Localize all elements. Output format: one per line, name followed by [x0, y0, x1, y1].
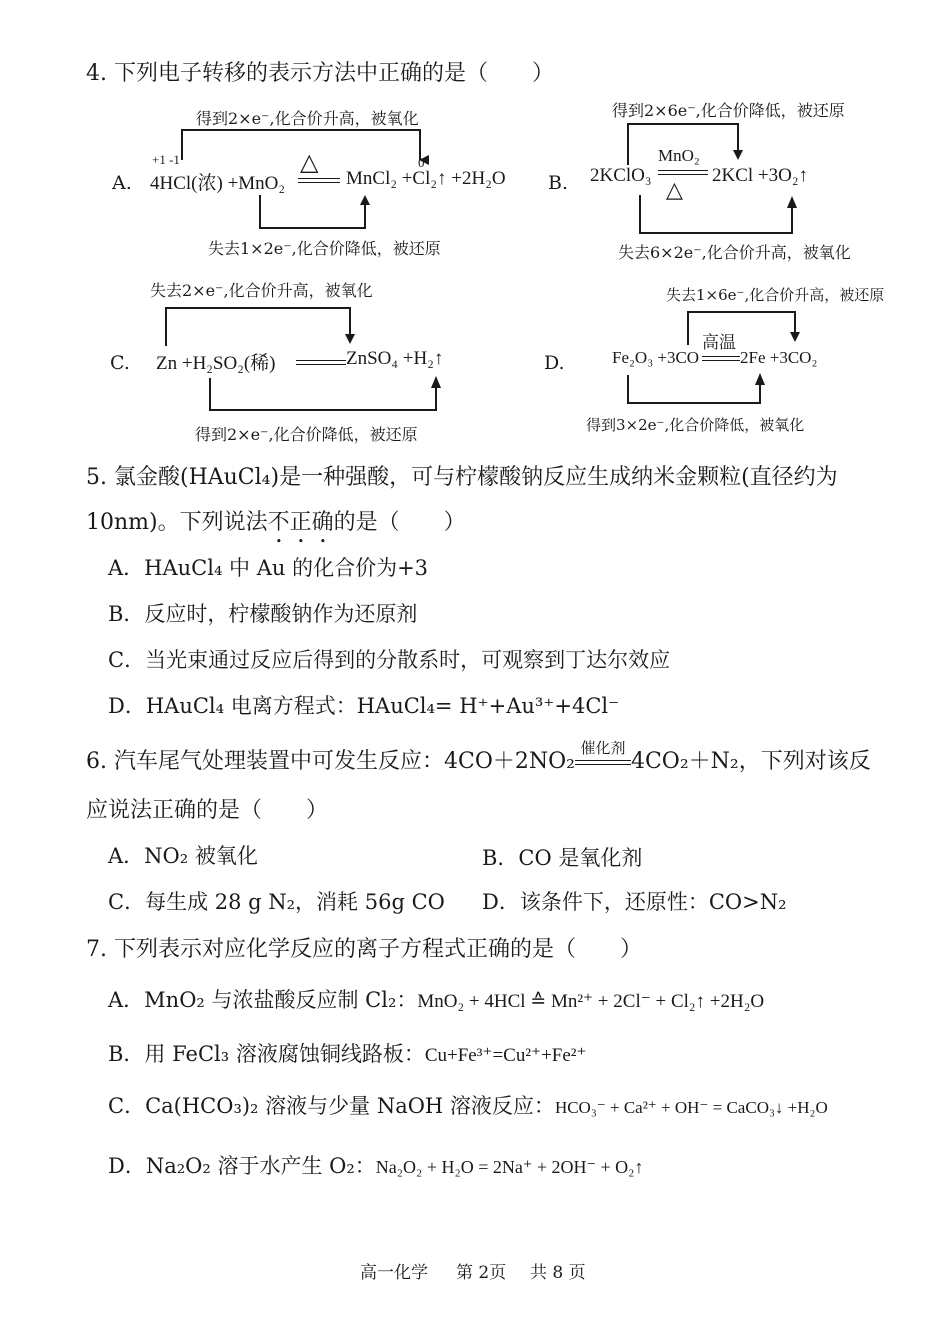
q4-d-right: 2Fe +3CO₂ [740, 348, 818, 367]
q4-a-bottom-note: 失去1×2e⁻,化合价降低，被还原 [208, 239, 441, 258]
q7-d-equation: Na₂O₂ + H₂O = 2Na⁺ + 2OH⁻ + O₂↑ [375, 1157, 644, 1177]
q4-d-top-note: 失去1×6e⁻,化合价升高，被还原 [666, 286, 885, 304]
q4-stem: 4. 下列电子转移的表示方法中正确的是（ ） [86, 61, 554, 86]
arrow-d-bottom [628, 375, 760, 403]
q4-c-left: Zn +H₂SO₂(稀) [156, 353, 276, 374]
q7-a-equation: MnO₂ + 4HCl ≙ Mn²⁺ + 2Cl⁻ + Cl₂↑ +2H₂O [417, 991, 765, 1012]
q6-option-b[interactable]: B．CO 是氧化剂 [482, 846, 643, 870]
q7-c-equation: HCO₃⁻ + Ca²⁺ + OH⁻ = CaCO₃↓ +H₂O [554, 1098, 828, 1117]
q4-d-left: Fe₂O₃ +3CO [612, 348, 700, 367]
q4-b-cond-bottom: △ [666, 178, 683, 203]
q4-a-mark0: 0 [418, 155, 425, 170]
q5-stem-line1: 5. 氯金酸(HAuCl₄)是一种强酸，可与柠檬酸钠反应生成纳米金颗粒(直径约为 [86, 465, 838, 490]
q6-option-a[interactable]: A．NO₂ 被氧化 [108, 844, 258, 868]
q4-b-right: 2KCl +3O₂↑ [712, 165, 808, 186]
q4-d-letter[interactable]: D. [544, 352, 565, 374]
q5-option-b[interactable]: B．反应时，柠檬酸钠作为还原剂 [108, 602, 418, 626]
q5-option-c[interactable]: C．当光束通过反应后得到的分散系时，可观察到丁达尔效应 [108, 648, 671, 672]
footer-page: 第 2页 [456, 1263, 507, 1283]
q5-option-d[interactable]: D．HAuCl₄ 电离方程式：HAuCl₄= H⁺+Au³⁺+4Cl⁻ [108, 694, 620, 718]
arrow-c-bottom [210, 378, 436, 410]
q4-a-equals [298, 178, 340, 183]
q7-option-b[interactable]: B．用 FeCl₃ 溶液腐蚀铜线路板：Cu+Fe³⁺=Cu²⁺+Fe²⁺ [108, 1042, 587, 1066]
q7-option-d[interactable]: D．Na₂O₂ 溶于水产生 O₂：Na₂O₂ + H₂O = 2Na⁺ + 2OH⁻ + O₂↑ [108, 1154, 644, 1178]
q7-stem: 7. 下列表示对应化学反应的离子方程式正确的是（ ） [86, 937, 642, 962]
q4-b-equals [658, 170, 708, 175]
q4-c-bottom-note: 得到2×e⁻,化合价降低，被还原 [195, 425, 418, 444]
q6-condition: 催化剂 [575, 749, 631, 774]
q6-option-c[interactable]: C．每生成 28 g N₂，消耗 56g CO [108, 890, 445, 914]
q4-b-cond-top: MnO₂ [658, 146, 700, 165]
q7-b-equation: Cu+Fe³⁺=Cu²⁺+Fe²⁺ [424, 1045, 587, 1066]
arrow-a-bottom [260, 195, 365, 228]
footer-total: 共 8 页 [530, 1263, 586, 1283]
q4-a-letter[interactable]: A. [112, 172, 132, 194]
q6-stem-line1: 6. 汽车尾气处理装置中可发生反应：4CO＋2NO₂ 催化剂 4CO₂＋N₂，下列对该反 [86, 739, 871, 774]
q4-a-marks: +1 -1 [152, 152, 180, 167]
q6-option-d[interactable]: D．该条件下，还原性：CO>N₂ [482, 890, 787, 914]
footer-subject: 高一化学 [360, 1263, 428, 1283]
q4-c-top-note: 失去2×e⁻,化合价升高，被氧化 [150, 281, 373, 300]
q4-d-cond: 高温 [702, 333, 736, 353]
q7-option-c[interactable]: C．Ca(HCO₃)₂ 溶液与少量 NaOH 溶液反应：HCO₃⁻ + Ca²⁺ + OH⁻ = CaCO₃↓ +H₂O [108, 1094, 828, 1118]
q4-b-top-note: 得到2×6e⁻,化合价降低，被还原 [612, 101, 845, 120]
q4-b-letter[interactable]: B. [548, 172, 569, 194]
q4-b-left: 2KClO₃ [590, 165, 652, 186]
q6-stem-line2: 应说法正确的是（ ） [86, 798, 329, 823]
q4-c-equals [296, 360, 346, 365]
q4-a-right: MnCl₂ +Cl₂↑ +2H₂O [346, 168, 506, 189]
q7-option-a[interactable]: A．MnO₂ 与浓盐酸反应制 Cl₂：MnO₂ + 4HCl ≙ Mn²⁺ + 2Cl⁻ + Cl₂↑ +2H₂O [108, 988, 765, 1012]
q5-stem-line2: 10nm)。下列说法不正确的是（ ） [86, 510, 466, 535]
q4-a-cond: △ [300, 148, 319, 176]
q4-d-equals [702, 356, 740, 361]
q4-a-top-note: 得到2×e⁻,化合价升高，被氧化 [196, 109, 419, 128]
q4-a-left: 4HCl(浓) +MnO₂ [150, 173, 286, 194]
q5-emphasis: 不正确 [267, 510, 334, 535]
arrow-c-top [166, 308, 350, 346]
arrow-b-bottom [640, 195, 792, 233]
q4-b-bottom-note: 失去6×2e⁻,化合价升高，被氧化 [618, 243, 851, 262]
q4-c-right: ZnSO₄ +H₂↑ [346, 348, 444, 369]
q4-d-bottom-note: 得到3×2e⁻,化合价降低，被氧化 [586, 416, 805, 434]
q4-c-letter[interactable]: C. [110, 352, 130, 374]
q5-option-a[interactable]: A．HAuCl₄ 中 Au 的化合价为+3 [108, 556, 429, 580]
